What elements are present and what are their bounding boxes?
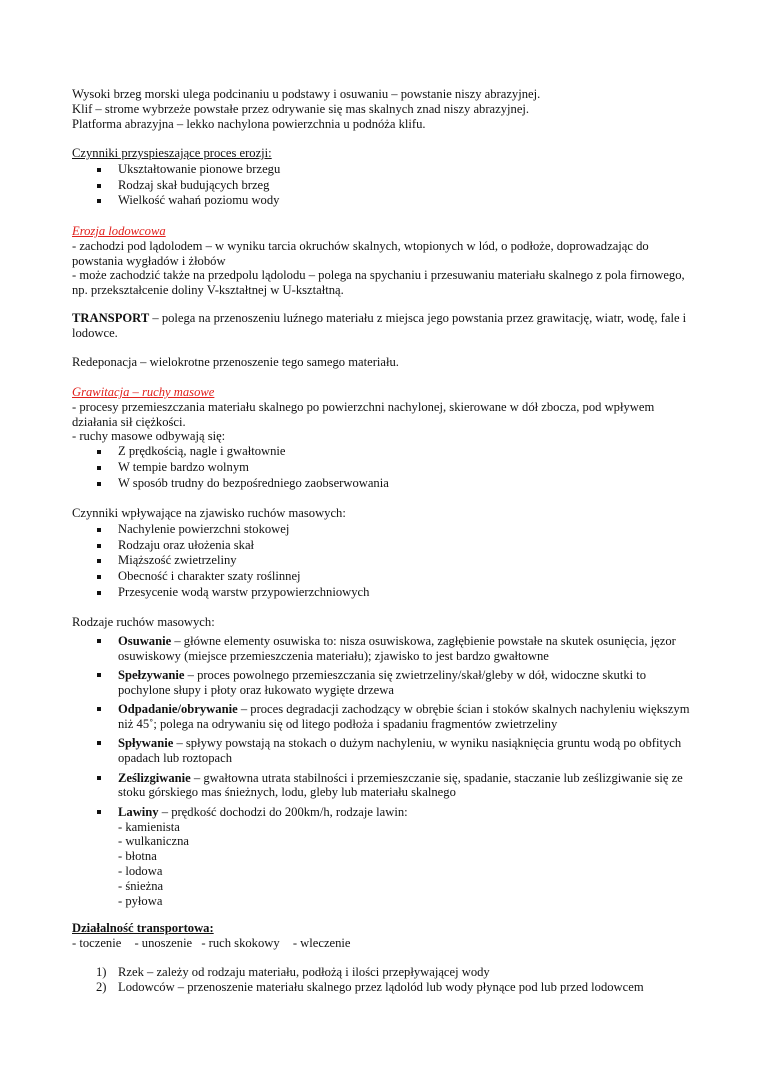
list-item [72, 702, 692, 732]
list-item: Ukształtowanie pionowe brzegu [72, 162, 692, 178]
list-item: Rodzaj skał budujących brzeg [72, 178, 692, 194]
avalanche-type: - śnieżna [118, 878, 164, 893]
item-text: Lodowców – przenoszenie materiału skalnego przez lądolód lub wody płynące pod lub przed lodowcem [118, 979, 644, 994]
text-line: Klif – strome wybrzeże powstałe przez odrywanie się mas skalnych znad niszy abrazyjnej. [72, 101, 530, 116]
text-line: - zachodzi pod lądolodem – w wyniku tarcia okruchów skalnych, wtopionych w lód, o podłoże, doprowadzając do powstania wygładów i żłobów [72, 238, 649, 268]
transport-activity-section [72, 921, 692, 995]
item-text: Rzek – zależy od rodzaju materiału, podłożą i ilości przepływającej wody [118, 964, 490, 979]
transport-modes [72, 936, 692, 951]
text-line: Platforma abrazyjna – lekko nachylona powierzchnia u podnóża klifu. [72, 116, 426, 131]
section-heading: Czynniki wpływające na zjawisko ruchów masowych: [72, 506, 346, 520]
text-line: Wysoki brzeg morski ulega podcinaniu u podstawy i osuwaniu – powstanie niszy abrazyjnej. [72, 87, 541, 101]
list-item: Rodzaju oraz ułożenia skał [72, 538, 692, 554]
term: Spełzywanie [118, 667, 185, 682]
transport-definition [72, 311, 692, 341]
avalanche-type: - wulkaniczna [118, 834, 189, 849]
list-item: W tempie bardzo wolnym [72, 460, 692, 476]
list-item: Nachylenie powierzchni stokowej [72, 522, 692, 538]
mass-factors-section [72, 506, 692, 601]
avalanche-type: - błotna [118, 849, 157, 864]
term: Spływanie [118, 736, 174, 751]
definition: – proces degradacji zachodzący w obrębie ścian i stoków skalnych nachyleniu większym niż 45˚; polega na odrywaniu się od litego podłoża i spadaniu fragmentów zwietrzeliny [118, 702, 690, 731]
section-heading: Działalność transportowa: [72, 921, 214, 935]
text-line: - procesy przemieszczania materiału skalnego po powierzchni nachylonej, skierowane w dół zbocza, pod wpływem działania sił ciężkości. [72, 399, 655, 429]
list-item: W sposób trudny do bezpośredniego zaobserwowania [72, 476, 692, 492]
definition: – prędkość dochodzi do 200km/h, rodzaje lawin: [158, 804, 408, 819]
list-item [72, 668, 692, 698]
avalanche-type: - lodowa [118, 863, 163, 878]
avalanche-type: - kamienista [118, 819, 180, 834]
list-item: Wielkość wahań poziomu wody [72, 193, 692, 209]
avalanche-type: - pyłowa [118, 893, 163, 908]
section-heading: Rodzaje ruchów masowych: [72, 615, 215, 629]
mode: - ruch skokowy [201, 935, 280, 950]
section-heading: Czynniki przyspieszające proces erozji: [72, 146, 272, 160]
section-heading: Erozja lodowcowa [72, 224, 166, 238]
mass-types-section [72, 615, 692, 913]
list-item [72, 736, 692, 766]
intro-paragraph [72, 87, 692, 131]
text-line: - ruchy masowe odbywają się: [72, 429, 226, 444]
definition: – główne elementy osuwiska to: nisza osuwiskowa, zagłębienie powstałe na skutek osunięcia, jęzor osuwiskowy (miejsce przemieszczenia materiału); zjawisko to jest bardzo gwałtowne [118, 633, 676, 663]
text-line: - może zachodzić także na przedpolu lądolodu – polega na spychaniu i przesuwaniu materiału skalnego z pola firnowego, np. przekształcenie doliny V-kształtnej w U-kształtną. [72, 268, 685, 298]
item-number: 2) [96, 979, 107, 994]
item-number: 1) [96, 964, 107, 979]
term: Osuwanie [118, 633, 172, 648]
numbered-item [72, 980, 692, 995]
term: Ześlizgiwanie [118, 770, 191, 785]
list-item [72, 805, 692, 909]
erosion-factors-section [72, 146, 692, 209]
redeposition-definition: Redeponacja – wielokrotne przenoszenie tego samego materiału. [72, 355, 399, 369]
list-item: Z prędkością, nagle i gwałtownie [72, 444, 692, 460]
mode: - wleczenie [292, 935, 351, 950]
list-item: Obecność i charakter szaty roślinnej [72, 569, 692, 585]
glacial-erosion-section [72, 224, 692, 298]
list-item [72, 634, 692, 664]
list-item [72, 771, 692, 801]
list-item: Miąższość zwietrzeliny [72, 553, 692, 569]
term: Odpadanie/obrywanie [118, 702, 238, 717]
section-heading: Grawitacja – ruchy masowe [72, 385, 215, 399]
term: TRANSPORT [72, 311, 150, 325]
mode: - toczenie [72, 935, 122, 950]
definition: – spływy powstają na stokach o dużym nachyleniu, w wyniku nasiąknięcia gruntu wodą po obfitych opadach lub roztopach [118, 736, 682, 766]
list-item: Przesycenie wodą warstw przypowierzchniowych [72, 585, 692, 601]
definition: – proces powolnego przemieszczania się zwietrzeliny/skał/gleby w dół, widoczne skutki to pochylone słupy i płoty oraz łukowato wygięte drzewa [118, 667, 647, 697]
definition: – gwałtowna utrata stabilności i przemieszczanie się, spadanie, staczanie lub ześlizgiwanie się ze stoku górskiego mas śnieżnych, lodu, gleby lub materiału skalnego [118, 770, 683, 800]
definition: – polega na przenoszeniu luźnego materiału z miejsca jego powstania przez grawitację, wiatr, wodę, fale i lodowce. [72, 311, 687, 340]
term: Lawiny [118, 804, 159, 819]
mode: - unoszenie [134, 935, 193, 950]
numbered-item [72, 965, 692, 980]
gravity-section [72, 385, 692, 492]
